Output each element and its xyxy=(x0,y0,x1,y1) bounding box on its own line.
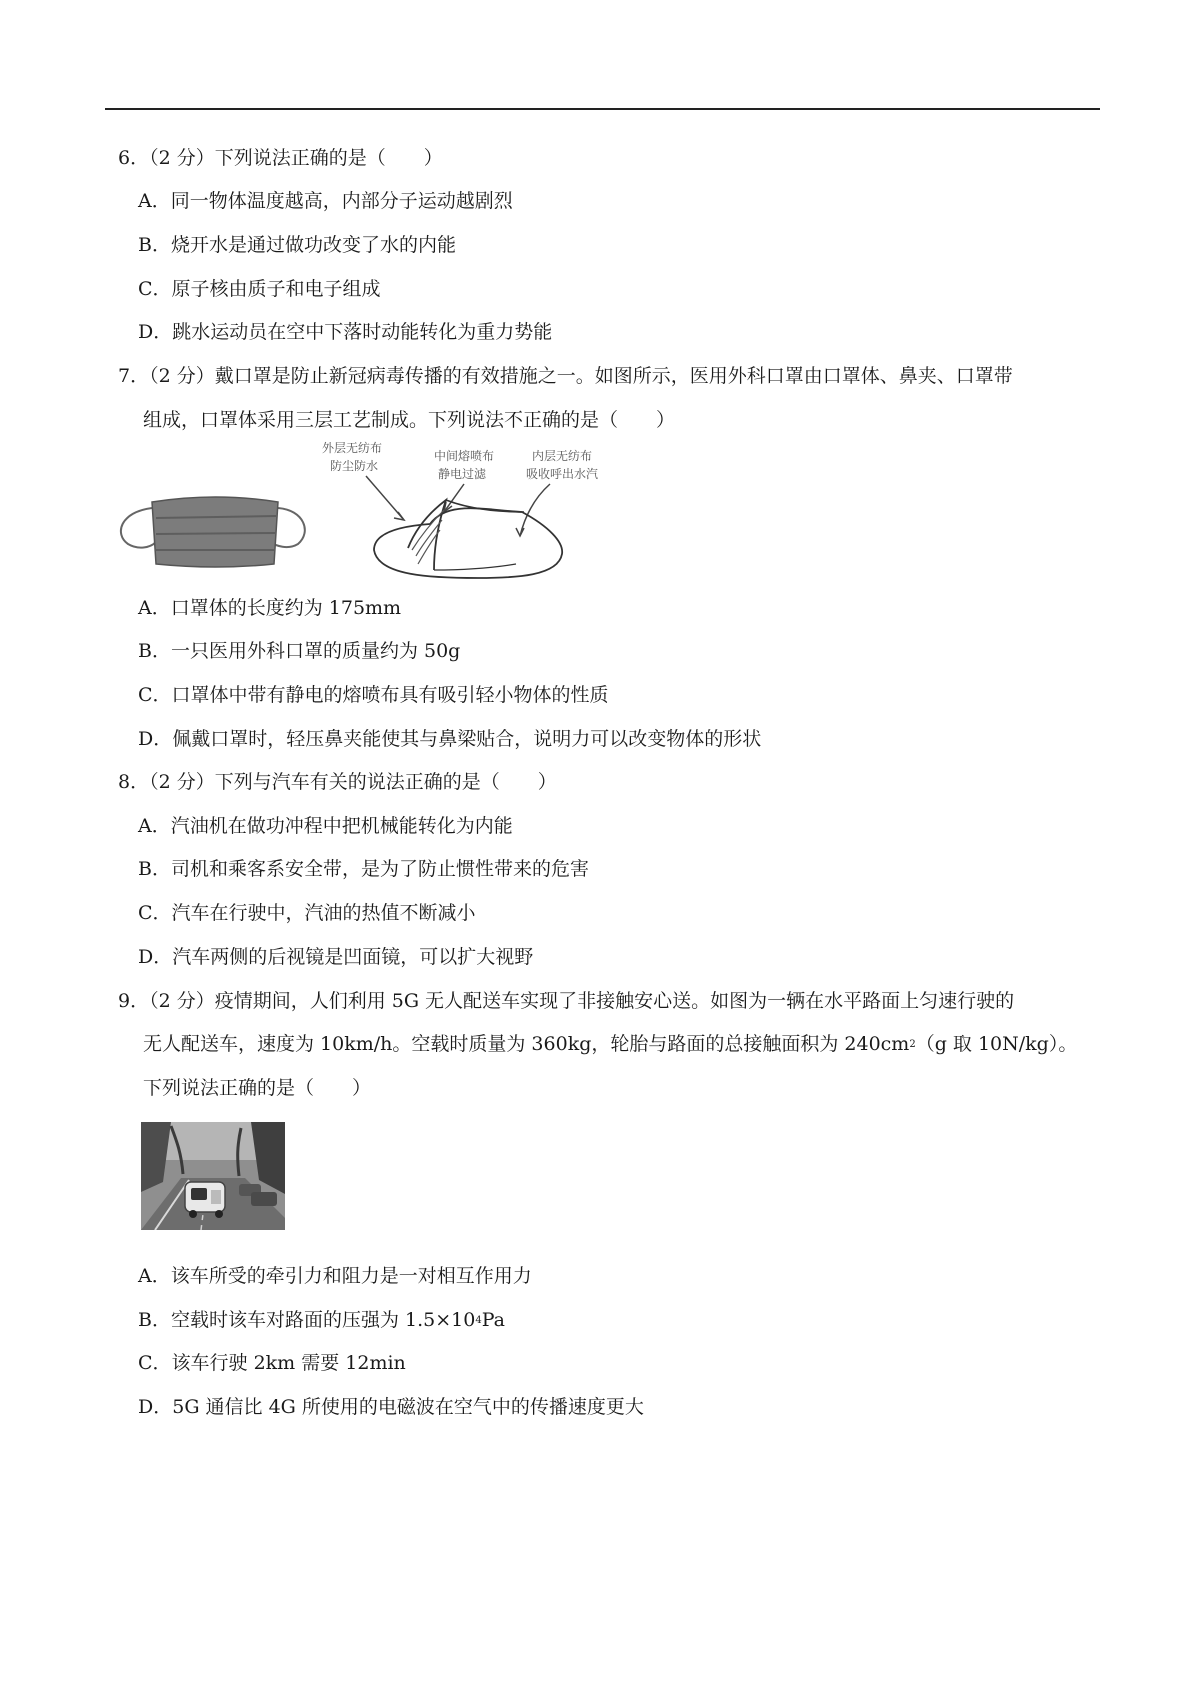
question-9-stem-cont xyxy=(143,1031,1077,1057)
question-7-stem-cont: 组成，口罩体采用三层工艺制成。下列说法不正确的是（ ） xyxy=(143,409,676,431)
question-8-option-c: C．汽车在行驶中，汽油的热值不断减小 xyxy=(138,902,476,924)
question-9-stem: 9．（2 分）疫情期间，人们利用 5G 无人配送车实现了非接触安心送。如图为一辆在水平路面上匀速行驶的 xyxy=(118,990,1015,1012)
mask-figure xyxy=(112,440,692,590)
question-9-stem-cont-text: 无人配送车，速度为 10km/h。空载时质量为 360kg，轮胎与路面的总接触面积为 240cm xyxy=(143,1033,910,1055)
area-unit-exponent: 2 xyxy=(909,1039,916,1050)
label-middle-layer: 中间熔喷布 xyxy=(434,449,495,463)
question-6-option-a: A．同一物体温度越高，内部分子运动越剧烈 xyxy=(138,190,513,212)
question-8-option-b: B．司机和乘客系安全带，是为了防止惯性带来的危害 xyxy=(138,858,589,880)
question-9-stem-cont-tail: （g 取 10N/kg）。 xyxy=(915,1033,1078,1055)
header-rule xyxy=(105,108,1100,110)
question-8-option-d: D．汽车两侧的后视镜是凹面镜，可以扩大视野 xyxy=(138,946,534,968)
label-inner-layer: 内层无纺布 xyxy=(532,449,593,463)
label-outer-layer: 外层无纺布 xyxy=(322,441,383,455)
label-inner-function: 吸收呼出水汽 xyxy=(526,467,599,481)
question-9-option-d: D．5G 通信比 4G 所使用的电磁波在空气中的传播速度更大 xyxy=(138,1396,644,1418)
question-9-option-a: A．该车所受的牵引力和阻力是一对相互作用力 xyxy=(138,1265,532,1287)
question-7-option-c: C．口罩体中带有静电的熔喷布具有吸引轻小物体的性质 xyxy=(138,684,609,706)
delivery-vehicle-photo xyxy=(141,1122,285,1230)
question-7-option-d: D．佩戴口罩时，轻压鼻夹能使其与鼻梁贴合，说明力可以改变物体的形状 xyxy=(138,728,762,750)
question-7-stem: 7．（2 分）戴口罩是防止新冠病毒传播的有效措施之一。如图所示，医用外科口罩由口罩体、鼻夹、口罩带 xyxy=(118,365,1013,387)
question-7-option-a: A．口罩体的长度约为 175mm xyxy=(138,597,402,619)
label-arrows xyxy=(366,476,550,536)
question-9-option-b-text: B．空载时该车对路面的压强为 1.5×10 xyxy=(138,1309,476,1331)
question-9-option-b-unit: Pa xyxy=(481,1309,505,1331)
question-6-option-b: B．烧开水是通过做功改变了水的内能 xyxy=(138,234,456,256)
question-8-stem: 8．（2 分）下列与汽车有关的说法正确的是（ ） xyxy=(118,771,557,793)
question-9-option-b xyxy=(138,1307,505,1333)
question-6-option-d: D．跳水运动员在空中下落时动能转化为重力势能 xyxy=(138,321,553,343)
question-8-option-a: A．汽油机在做功冲程中把机械能转化为内能 xyxy=(138,815,513,837)
label-outer-function: 防尘防水 xyxy=(330,459,379,473)
question-9-option-c: C．该车行驶 2km 需要 12min xyxy=(138,1352,406,1374)
question-6-option-c: C．原子核由质子和电子组成 xyxy=(138,278,381,300)
mask-layer-labels xyxy=(322,440,598,481)
question-6-stem: 6．（2 分）下列说法正确的是（ ） xyxy=(118,147,443,169)
question-9-stem-cont2: 下列说法正确的是（ ） xyxy=(143,1077,372,1099)
question-7-option-b: B．一只医用外科口罩的质量约为 50g xyxy=(138,640,461,662)
mask-cross-section xyxy=(374,500,562,578)
label-middle-function: 静电过滤 xyxy=(438,467,487,481)
pressure-exponent: 4 xyxy=(475,1315,482,1326)
mask-photo xyxy=(121,497,305,567)
